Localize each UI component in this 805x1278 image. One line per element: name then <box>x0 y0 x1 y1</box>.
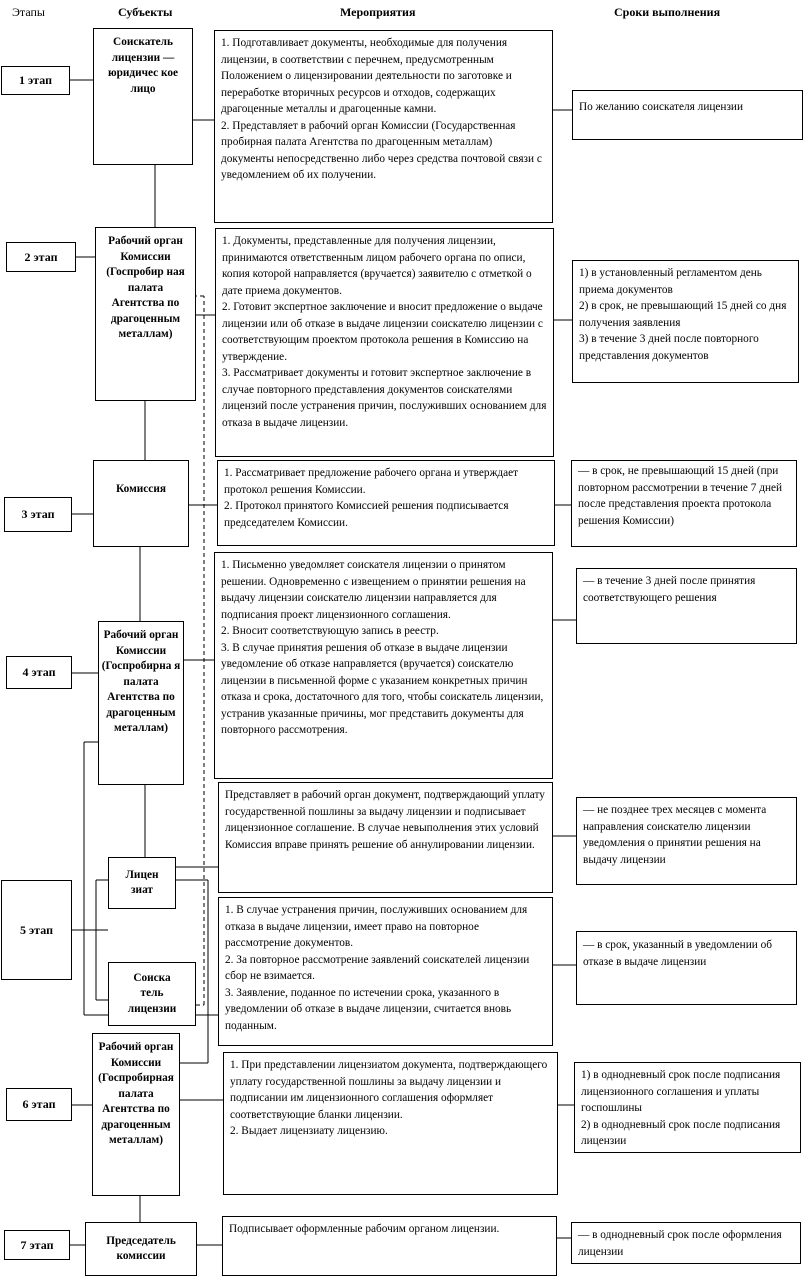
deadline-stage-5-licensee: — не позднее трех месяцев с момента направления соискателю лицензии уведомления о принятии решения на выдачу лицензии <box>576 797 797 885</box>
measure-stage-5-applicant: 1. В случае устранения причин, послуживших основанием для отказа в выдаче лицензии, имеет право на повторное рассмотрение документов. 2. За повторное рассмотрение заявлений соискателей лицензии сбор не взимается. 3. Заявление, поданное по истечении срока, указанного в уведомлении об отказе в выдаче лицензии, считается вновь поданным. <box>218 897 553 1046</box>
measure-stage-5-licensee: Представляет в рабочий орган документ, подтверждающий уплату государственной пошлины за выдачу лицензии и подписывает лицензионное соглашение. В случае невыполнения этих условий Комиссия вправе принять решение об аннулировании лицензии. <box>218 782 553 893</box>
subject-licensee <box>108 857 176 909</box>
subject-applicant-label: Соиска тель лицензии <box>127 971 177 1015</box>
subject-working-body-stage-4 <box>98 621 184 785</box>
stage-6-label: 6 этап <box>22 1097 56 1111</box>
measure-stage-6: 1. При представлении лицензиатом документа, подтверждающего уплату государственной пошлины за выдачу лицензии и подписании им лицензионного соглашения оформляет соответствующие бланки лицензии. 2. Выдает лицензиату лицензию. <box>223 1052 558 1195</box>
subject-commission <box>93 460 189 547</box>
stage-5-label: 5 этап <box>20 922 53 937</box>
deadline-stage-3: — в срок, не превышающий 15 дней (при повторном рассмотрении в течение 7 дней после представления проекта протокола решения Комиссии) <box>571 460 797 547</box>
deadline-stage-7: — в однодневный срок после оформления лицензии <box>571 1222 801 1264</box>
stage-7-label: 7 этап <box>20 1237 54 1252</box>
stage-2-box <box>6 242 76 272</box>
stage-4-box <box>6 656 72 689</box>
deadline-stage-4: — в течение 3 дней после принятия соответствующего решения <box>576 568 797 644</box>
stage-6-box <box>6 1088 72 1121</box>
stage-4-label: 4 этап <box>22 665 56 679</box>
subject-working-body-stage-2-label: Рабочий орган Комиссии (Госпробир ная палата Агентства по драгоценным металлам) <box>106 235 185 340</box>
subject-licensee-label: Лицен зиат <box>125 868 159 896</box>
subject-applicant <box>108 962 196 1026</box>
measure-stage-3: 1. Рассматривает предложение рабочего органа и утверждает протокол решения Комиссии. 2. Протокол принятого Комиссией решения подписывается председателем Комиссии. <box>217 460 555 546</box>
measure-stage-2: 1. Документы, представленные для получения лицензии, принимаются ответственным лицом рабочего органа по описи, копия которой направляется (вручается) заявителю с отметкой о дате приема документов. 2. Готовит экспертное заключение и вносит предложение о выдаче лицензии или об отказе в выдаче лицензии соискателю лицензии с соответствующим проектом протокола решения в Комиссию на утверждение. 3. Рассматривает документы и готовит экспертное заключение в случае повторного представления документов соискателями лицензий после устранения причин, послуживших основанием для отказа в выдаче лицензии. <box>215 228 554 457</box>
header-stages: Этапы <box>12 5 45 19</box>
subject-working-body-stage-6 <box>92 1033 180 1196</box>
subject-working-body-stage-6-label: Рабочий орган Комиссии (Госпробирная палата Агентства по драгоценным металлам) <box>98 1041 174 1146</box>
measure-stage-7: Подписывает оформленные рабочим органом лицензии. <box>222 1216 557 1276</box>
subject-applicant-legal-entity-label: Соискатель лицензии — юридичес кое лицо <box>107 36 179 95</box>
stage-3-box <box>4 497 72 532</box>
deadline-stage-5-applicant: — в срок, указанный в уведомлении об отказе в выдаче лицензии <box>576 931 797 1005</box>
subject-chairman-label: Председатель комиссии <box>106 1234 176 1262</box>
subject-applicant-legal-entity <box>93 28 193 165</box>
stage-1-box <box>1 66 70 95</box>
deadline-stage-2: 1) в установленный регламентом день приема документов 2) в срок, не превышающий 15 дней со дня получения заявления 3) в течение 3 дней после повторного представления документов <box>572 260 799 383</box>
measure-stage-4: 1. Письменно уведомляет соискателя лицензии о принятом решении. Одновременно с извещением о принятии решения на выдачу лицензии соискателю лицензии направляется для подписания проект лицензионного соглашения. 2. Вносит соответствующую запись в реестр. 3. В случае принятия решения об отказе в выдаче лицензии уведомление об отказе направляется (вручается) соискателю лицензии в письменной форме с указанием конкретных причин отказа и срока, достаточного для того, чтобы соискатель лицензии, устранив указанные причины, мог представить документы для повторного рассмотрения. <box>214 552 553 779</box>
stage-5-box <box>1 880 72 980</box>
subject-working-body-stage-4-label: Рабочий орган Комиссии (Госпробирна я палата Агентства по драгоценным металлам) <box>101 629 181 734</box>
stage-3-label: 3 этап <box>21 507 55 521</box>
subject-commission-label: Комиссия <box>116 482 166 495</box>
header-deadlines: Сроки выполнения <box>614 5 721 19</box>
subject-chairman <box>85 1222 197 1276</box>
header-measures: Мероприятия <box>340 5 416 19</box>
subject-working-body-stage-2 <box>95 227 196 401</box>
deadline-stage-1: По желанию соискателя лицензии <box>572 90 803 140</box>
deadline-stage-6: 1) в однодневный срок после подписания лицензионного соглашения и уплаты госпошлины 2) в однодневный срок после подписания лицензии <box>574 1062 801 1153</box>
measure-stage-1: 1. Подготавливает документы, необходимые для получения лицензии, в соответствии с перечнем, предусмотренным Положением о лицензировании деятельности по заготовке и переработке вторичных ресурсов и отходов, содержащих драгоценные металлы и драгоценные камни. 2. Представляет в рабочий орган Комиссии (Государственная пробирная палата Агентства по драгоценным металлам) документы непосредственно либо через средства почтовой связи с уведомлением об их получении. <box>214 30 553 223</box>
stage-2-label: 2 этап <box>24 249 58 264</box>
header-subjects: Субъекты <box>118 5 173 19</box>
stage-7-box <box>4 1230 70 1260</box>
stage-1-label: 1 этап <box>19 73 52 87</box>
